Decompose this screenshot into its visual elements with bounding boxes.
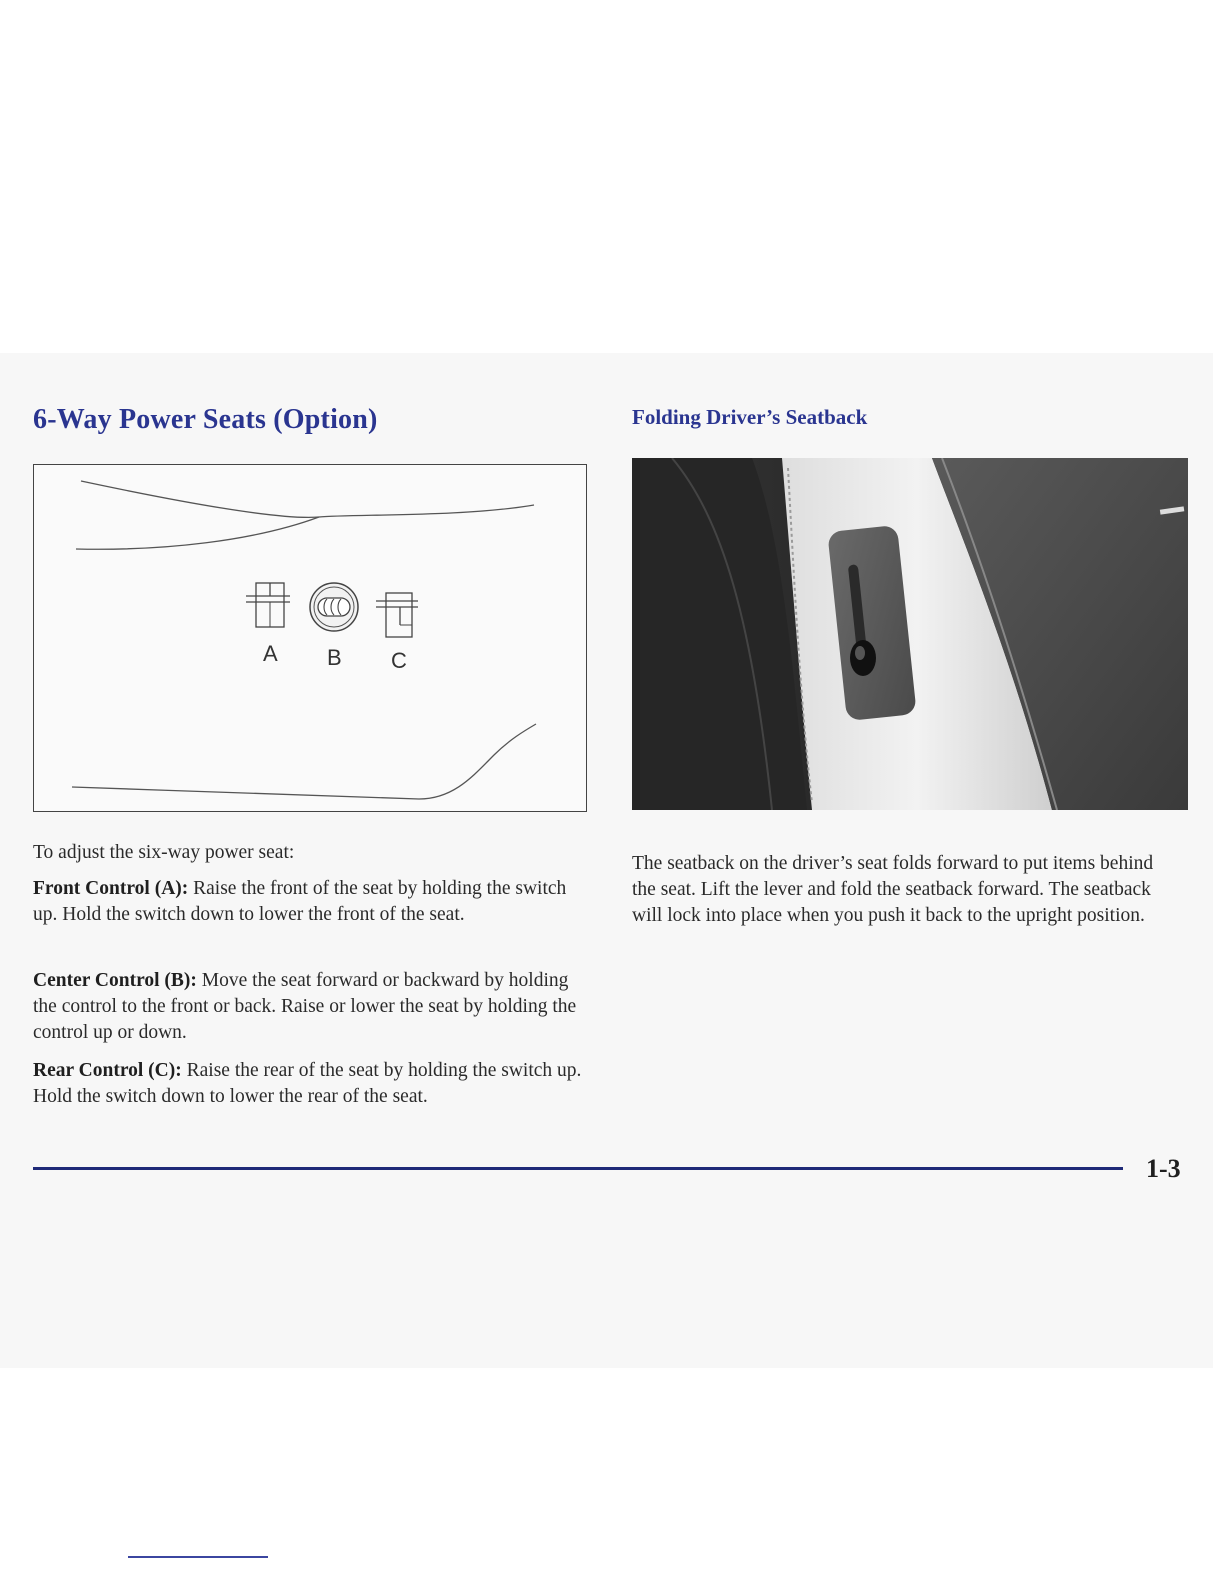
center-control-paragraph bbox=[33, 968, 585, 1046]
seat-controls-illustration bbox=[34, 465, 585, 810]
front-control-term: Front Control (A): bbox=[33, 878, 189, 899]
rear-control-text: Raise the rear of the seat by holding the switch up. Hold the switch down to lower the rear of the seat. bbox=[33, 1060, 582, 1107]
footer-rule bbox=[33, 1167, 1123, 1170]
power-seat-controls-diagram bbox=[33, 464, 587, 812]
center-control-term: Center Control (B): bbox=[33, 970, 197, 991]
front-control-text: Raise the front of the seat by holding the switch up. Hold the switch down to lower the front of the seat. bbox=[33, 878, 567, 925]
label-b: B bbox=[327, 645, 342, 670]
rear-control-term: Rear Control (C): bbox=[33, 1060, 182, 1081]
center-control-b-icon bbox=[310, 583, 358, 631]
seatback-lever-illustration bbox=[632, 458, 1188, 810]
front-control-a-icon bbox=[246, 583, 290, 627]
seatback-lever-photo bbox=[632, 458, 1188, 810]
rear-control-paragraph bbox=[33, 1058, 589, 1110]
seatback-paragraph: The seatback on the driver’s seat folds forward to put items behind the seat. Lift the lever and fold the seatback forward. The seatback will lock into place when you push it back to the upright position. bbox=[632, 853, 1154, 926]
intro-text: To adjust the six-way power seat: bbox=[33, 842, 295, 863]
seatback-section-title: Folding Driver’s Seatback bbox=[632, 405, 868, 429]
bottom-divider bbox=[128, 1556, 268, 1558]
label-a: A bbox=[263, 641, 278, 666]
front-control-paragraph bbox=[33, 876, 573, 928]
page-number: 1-3 bbox=[1146, 1154, 1181, 1183]
center-control-text: Move the seat forward or backward by holding the control to the front or back. Raise or lower the seat by holding the control up or down. bbox=[33, 970, 577, 1043]
rear-control-c-icon bbox=[376, 593, 418, 637]
section-title: 6-Way Power Seats (Option) bbox=[33, 404, 378, 435]
label-c: C bbox=[391, 648, 407, 673]
